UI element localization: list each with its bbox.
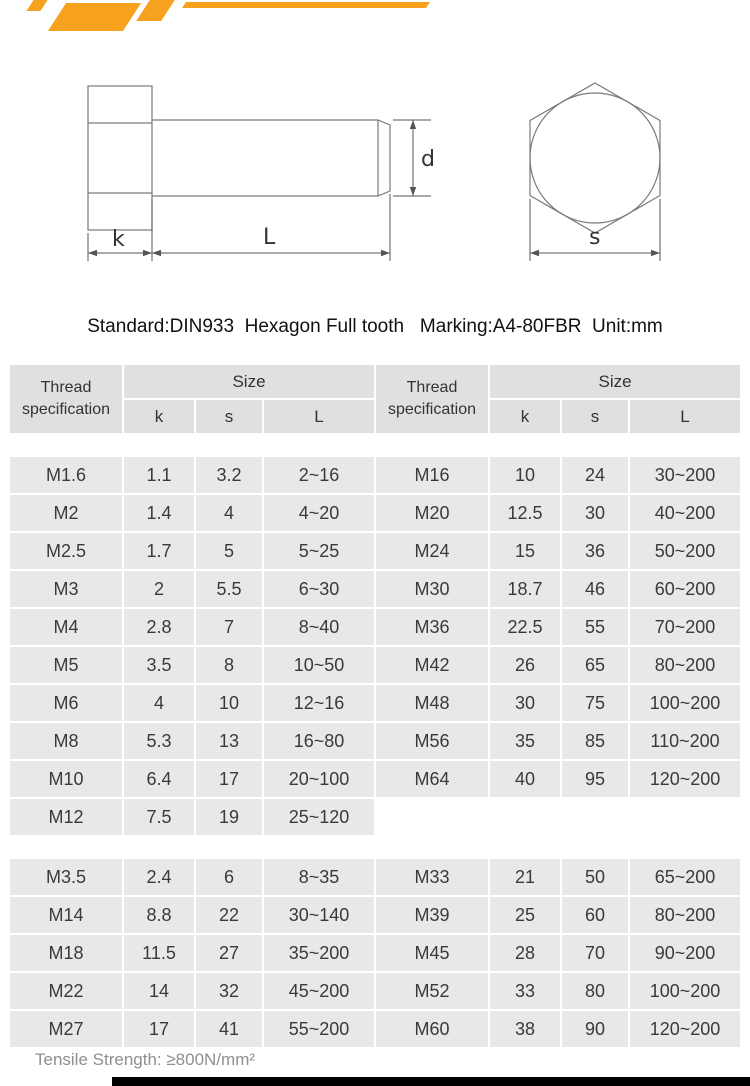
l-value-cell: 20~100 bbox=[264, 761, 374, 797]
table-row bbox=[10, 647, 740, 683]
banner-stripe-small bbox=[26, 0, 47, 11]
l-column-header-left: L bbox=[264, 400, 374, 433]
table-row bbox=[10, 533, 740, 569]
thread-spec-cell: M3 bbox=[10, 571, 122, 607]
l-value-cell: 40~200 bbox=[630, 495, 740, 531]
k-value-cell: 7.5 bbox=[124, 799, 194, 835]
s-value-cell: 36 bbox=[562, 533, 628, 569]
k-value-cell: 6.4 bbox=[124, 761, 194, 797]
s-value-cell: 17 bbox=[196, 761, 262, 797]
hex-inscribed-circle bbox=[530, 93, 660, 223]
k-value-cell: 10 bbox=[490, 457, 560, 493]
k-value-cell: 4 bbox=[124, 685, 194, 721]
thread-spec-header-left: Thread specification bbox=[10, 365, 122, 433]
thread-spec-cell: M2.5 bbox=[10, 533, 122, 569]
table-row bbox=[10, 1011, 740, 1047]
thread-spec-cell: M8 bbox=[10, 723, 122, 759]
dim-label-s: s bbox=[589, 225, 601, 250]
header-row-1 bbox=[10, 365, 740, 398]
table-row bbox=[10, 897, 740, 933]
s-value-cell: 4 bbox=[196, 495, 262, 531]
l-value-cell: 120~200 bbox=[630, 1011, 740, 1047]
banner-stripe-bar bbox=[182, 2, 430, 8]
l-value-cell: 60~200 bbox=[630, 571, 740, 607]
section-spacer bbox=[10, 435, 740, 455]
k-value-cell: 22.5 bbox=[490, 609, 560, 645]
s-value-cell: 6 bbox=[196, 859, 262, 895]
l-value-cell: 70~200 bbox=[630, 609, 740, 645]
k-value-cell: 12.5 bbox=[490, 495, 560, 531]
s-value-cell: 5.5 bbox=[196, 571, 262, 607]
thread-spec-cell: M30 bbox=[376, 571, 488, 607]
l-value-cell: 65~200 bbox=[630, 859, 740, 895]
size-header-right: Size bbox=[490, 365, 740, 398]
bolt-technical-drawing bbox=[0, 68, 750, 303]
thread-spec-cell: M24 bbox=[376, 533, 488, 569]
thread-spec-cell: M12 bbox=[10, 799, 122, 835]
thread-spec-cell: M56 bbox=[376, 723, 488, 759]
table-row bbox=[10, 761, 740, 797]
thread-spec-cell: M52 bbox=[376, 973, 488, 1009]
thread-spec-cell: M20 bbox=[376, 495, 488, 531]
k-value-cell: 28 bbox=[490, 935, 560, 971]
table-row bbox=[10, 495, 740, 531]
s-value-cell: 13 bbox=[196, 723, 262, 759]
k-value-cell: 5.3 bbox=[124, 723, 194, 759]
dim-label-k: k bbox=[112, 227, 125, 252]
l-value-cell: 100~200 bbox=[630, 685, 740, 721]
k-value-cell: 11.5 bbox=[124, 935, 194, 971]
s-value-cell: 60 bbox=[562, 897, 628, 933]
k-value-cell: 30 bbox=[490, 685, 560, 721]
k-value-cell: 2.8 bbox=[124, 609, 194, 645]
k-value-cell bbox=[490, 799, 560, 835]
l-value-cell: 30~200 bbox=[630, 457, 740, 493]
l-value-cell: 80~200 bbox=[630, 897, 740, 933]
k-value-cell: 38 bbox=[490, 1011, 560, 1047]
s-value-cell: 24 bbox=[562, 457, 628, 493]
thread-spec-cell: M16 bbox=[376, 457, 488, 493]
s-value-cell: 8 bbox=[196, 647, 262, 683]
thread-spec-cell: M4 bbox=[10, 609, 122, 645]
l-value-cell: 25~120 bbox=[264, 799, 374, 835]
thread-spec-cell: M33 bbox=[376, 859, 488, 895]
table-row bbox=[10, 609, 740, 645]
k-value-cell: 14 bbox=[124, 973, 194, 1009]
s-value-cell: 50 bbox=[562, 859, 628, 895]
l-value-cell: 45~200 bbox=[264, 973, 374, 1009]
table-row bbox=[10, 859, 740, 895]
s-value-cell: 27 bbox=[196, 935, 262, 971]
table-row bbox=[10, 723, 740, 759]
k-value-cell: 2 bbox=[124, 571, 194, 607]
tensile-strength-note: Tensile Strength: ≥800N/mm² bbox=[35, 1050, 256, 1069]
l-value-cell bbox=[630, 799, 740, 835]
k-value-cell: 35 bbox=[490, 723, 560, 759]
k-value-cell: 1.7 bbox=[124, 533, 194, 569]
size-header-left: Size bbox=[124, 365, 374, 398]
table-row bbox=[10, 799, 740, 835]
k-column-header-right: k bbox=[490, 400, 560, 433]
thread-spec-cell: M1.6 bbox=[10, 457, 122, 493]
k-value-cell: 1.4 bbox=[124, 495, 194, 531]
banner-stripe-medium bbox=[136, 0, 175, 21]
table-row bbox=[10, 571, 740, 607]
s-value-cell: 32 bbox=[196, 973, 262, 1009]
banner-stripe-large bbox=[48, 3, 141, 31]
s-column-header-left: s bbox=[196, 400, 262, 433]
k-value-cell: 40 bbox=[490, 761, 560, 797]
s-value-cell: 70 bbox=[562, 935, 628, 971]
k-value-cell: 17 bbox=[124, 1011, 194, 1047]
thread-spec-cell: M10 bbox=[10, 761, 122, 797]
k-value-cell: 33 bbox=[490, 973, 560, 1009]
thread-spec-cell: M42 bbox=[376, 647, 488, 683]
k-value-cell: 18.7 bbox=[490, 571, 560, 607]
l-value-cell: 50~200 bbox=[630, 533, 740, 569]
s-column-header-right: s bbox=[562, 400, 628, 433]
table-row bbox=[10, 935, 740, 971]
table-row bbox=[10, 685, 740, 721]
s-value-cell: 41 bbox=[196, 1011, 262, 1047]
table-row bbox=[10, 457, 740, 493]
spec-table bbox=[8, 363, 742, 1049]
thread-spec-cell: M3.5 bbox=[10, 859, 122, 895]
hex-head-top-view bbox=[530, 83, 660, 233]
bottom-black-bar bbox=[112, 1077, 750, 1086]
l-value-cell: 5~25 bbox=[264, 533, 374, 569]
thread-spec-cell: M45 bbox=[376, 935, 488, 971]
thread-spec-cell: M60 bbox=[376, 1011, 488, 1047]
l-value-cell: 120~200 bbox=[630, 761, 740, 797]
bolt-shank-side-view bbox=[152, 120, 390, 196]
l-value-cell: 8~40 bbox=[264, 609, 374, 645]
l-value-cell: 90~200 bbox=[630, 935, 740, 971]
k-value-cell: 8.8 bbox=[124, 897, 194, 933]
thread-spec-cell: M36 bbox=[376, 609, 488, 645]
s-value-cell: 55 bbox=[562, 609, 628, 645]
s-value-cell: 22 bbox=[196, 897, 262, 933]
s-value-cell: 85 bbox=[562, 723, 628, 759]
s-value-cell: 75 bbox=[562, 685, 628, 721]
l-value-cell: 2~16 bbox=[264, 457, 374, 493]
thread-spec-cell: M6 bbox=[10, 685, 122, 721]
l-value-cell: 80~200 bbox=[630, 647, 740, 683]
s-value-cell: 10 bbox=[196, 685, 262, 721]
thread-spec-cell: M64 bbox=[376, 761, 488, 797]
thread-spec-cell: M39 bbox=[376, 897, 488, 933]
thread-spec-cell bbox=[376, 799, 488, 835]
table-row bbox=[10, 973, 740, 1009]
l-value-cell: 4~20 bbox=[264, 495, 374, 531]
s-value-cell: 90 bbox=[562, 1011, 628, 1047]
k-value-cell: 21 bbox=[490, 859, 560, 895]
l-value-cell: 6~30 bbox=[264, 571, 374, 607]
k-value-cell: 15 bbox=[490, 533, 560, 569]
k-value-cell: 3.5 bbox=[124, 647, 194, 683]
thread-spec-cell: M14 bbox=[10, 897, 122, 933]
l-value-cell: 16~80 bbox=[264, 723, 374, 759]
l-value-cell: 8~35 bbox=[264, 859, 374, 895]
s-value-cell bbox=[562, 799, 628, 835]
l-value-cell: 100~200 bbox=[630, 973, 740, 1009]
s-value-cell: 80 bbox=[562, 973, 628, 1009]
s-value-cell: 19 bbox=[196, 799, 262, 835]
k-value-cell: 2.4 bbox=[124, 859, 194, 895]
s-value-cell: 5 bbox=[196, 533, 262, 569]
l-value-cell: 35~200 bbox=[264, 935, 374, 971]
thread-spec-cell: M5 bbox=[10, 647, 122, 683]
spec-caption: Standard:DIN933 Hexagon Full tooth Marking:A4-80FBR Unit:mm bbox=[87, 316, 663, 337]
s-value-cell: 46 bbox=[562, 571, 628, 607]
s-value-cell: 30 bbox=[562, 495, 628, 531]
dim-label-d: d bbox=[421, 147, 435, 172]
bolt-head-side-view bbox=[88, 86, 152, 230]
s-value-cell: 65 bbox=[562, 647, 628, 683]
thread-spec-cell: M2 bbox=[10, 495, 122, 531]
thread-spec-cell: M48 bbox=[376, 685, 488, 721]
thread-spec-cell: M22 bbox=[10, 973, 122, 1009]
k-column-header-left: k bbox=[124, 400, 194, 433]
l-value-cell: 30~140 bbox=[264, 897, 374, 933]
k-value-cell: 1.1 bbox=[124, 457, 194, 493]
s-value-cell: 3.2 bbox=[196, 457, 262, 493]
dim-label-L: L bbox=[263, 225, 276, 250]
thread-spec-header-right: Thread specification bbox=[376, 365, 488, 433]
s-value-cell: 7 bbox=[196, 609, 262, 645]
thread-spec-cell: M27 bbox=[10, 1011, 122, 1047]
k-value-cell: 26 bbox=[490, 647, 560, 683]
l-column-header-right: L bbox=[630, 400, 740, 433]
l-value-cell: 12~16 bbox=[264, 685, 374, 721]
l-value-cell: 110~200 bbox=[630, 723, 740, 759]
k-value-cell: 25 bbox=[490, 897, 560, 933]
section-spacer bbox=[10, 837, 740, 857]
s-value-cell: 95 bbox=[562, 761, 628, 797]
l-value-cell: 55~200 bbox=[264, 1011, 374, 1047]
dimension-arrowheads bbox=[88, 120, 660, 256]
l-value-cell: 10~50 bbox=[264, 647, 374, 683]
thread-spec-cell: M18 bbox=[10, 935, 122, 971]
